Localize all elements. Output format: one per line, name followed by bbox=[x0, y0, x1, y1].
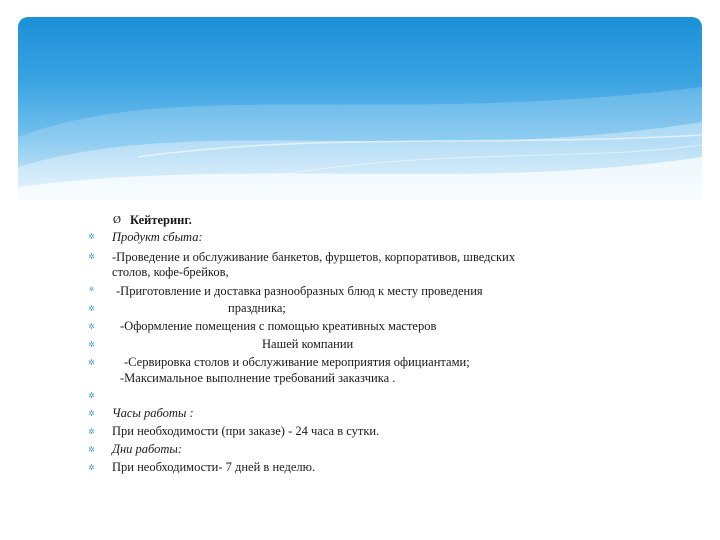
bullet-icon: ✲ bbox=[88, 427, 95, 436]
bullet-icon: ✲ bbox=[88, 322, 95, 331]
text-line: -Приготовление и доставка разнообразных блюд к месту проведения bbox=[116, 284, 483, 298]
bullet-icon: ✲ bbox=[88, 391, 95, 400]
text-line: -Сервировка столов и обслуживание мероприятия официантами; bbox=[124, 355, 470, 369]
text-line: Нашей компании bbox=[262, 337, 354, 351]
bullet-icon: ✲ bbox=[88, 340, 95, 349]
bullet-icon: ✲ bbox=[88, 287, 95, 293]
arrow-bullet-icon: Ø bbox=[113, 214, 121, 226]
bullet-icon: ✲ bbox=[88, 252, 95, 261]
text-line: -Проведение и обслуживание банкетов, фуршетов, корпоративов, шведских bbox=[112, 250, 516, 264]
bullet-icon: ✲ bbox=[88, 445, 95, 454]
bullet-icon: ✲ bbox=[88, 358, 95, 367]
bullet-icon: ✲ bbox=[88, 409, 95, 418]
text-line: Продукт сбыта: bbox=[112, 230, 203, 244]
bullet-icon: ✲ bbox=[88, 232, 95, 241]
bullet-icon: ✲ bbox=[88, 463, 95, 472]
text-line: При необходимости- 7 дней в неделю. bbox=[112, 460, 316, 474]
text-line: столов, кофе-брейков, bbox=[112, 265, 229, 279]
slide-heading: Кейтеринг. bbox=[130, 213, 192, 227]
bullet-icon: ✲ bbox=[88, 304, 95, 313]
text-line: праздника; bbox=[228, 301, 286, 315]
text-line: -Оформление помещения с помощью креативных мастеров bbox=[120, 319, 437, 333]
text-line: Часы работы : bbox=[112, 406, 194, 420]
text-line: Дни работы: bbox=[112, 442, 183, 456]
text-line: При необходимости (при заказе) - 24 часа в сутки. bbox=[112, 424, 380, 438]
text-line: -Максимальное выполнение требований заказчика . bbox=[120, 371, 396, 385]
